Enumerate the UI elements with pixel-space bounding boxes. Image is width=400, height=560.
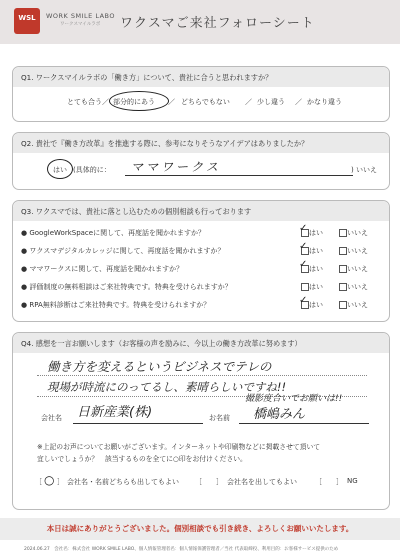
q3-item-2-check-mark: ✓ [299, 241, 308, 252]
consent-text-1: ※上記のお声についてお願いがございます。インターネットや印刷物などに掲載させて頂いて [37, 443, 321, 451]
q4-question: Q4. 感想を一言お願いします（お客様の声を励みに、今以上の働き方改革に努めます） [21, 339, 302, 348]
q2-handwritten-answer: ママワークス [131, 160, 221, 174]
name-label: お名前 [209, 414, 230, 422]
q3-question: Q3. ワクスマでは、貴社に落とし込むための個別相談も行っております [21, 207, 252, 216]
footer-fine-print: 2024.06.27 会社名：株式会社 WORK SMILE LABO、個人情報管理者名：個人情報保護管理者／当社 代表取締役、利用目的：お客様サービス提供のため [24, 547, 339, 552]
q1-option-1[interactable]: とても合う [67, 98, 102, 106]
page-title: ワクスマご来社フォローシート [120, 16, 315, 31]
q3-item-5-no: いいえ [347, 301, 368, 309]
q3-item-5-yes: はい [309, 301, 323, 309]
q3-item-1: ● GoogleWorkSpaceに関して、再度話を聞かれますか？ [21, 229, 205, 237]
name-handwritten: 橋嶋みん [253, 407, 306, 422]
logo-sub: ワークスマイルラボ [60, 22, 101, 27]
q3-item-3-no-checkbox[interactable] [339, 265, 347, 273]
q2-question: Q2. 貴社で『働き方改革』を推進する際に、参考になりそうなアイデアはありましたか？ [21, 139, 309, 148]
q3-item-5: ● RPA無料診断はご来社特典です。特典を受けられますか？ [21, 301, 211, 309]
name-line [239, 423, 369, 424]
q3-item-4-no: いいえ [347, 283, 368, 291]
q2-answer-line [125, 175, 353, 176]
q2-yes[interactable]: はい [53, 166, 67, 174]
q3-item-2: ● ワクスマデジタルカレッジに関して、再度話を聞かれますか？ [21, 247, 225, 255]
q3-item-4-yes-checkbox[interactable] [301, 283, 309, 291]
consent-option-1[interactable]: 会社名・名前どちらも出してもよい [67, 478, 179, 486]
consent-text-2: 宜しいでしょうか？ 該当するものを全てに○印をお付けください。 [37, 455, 247, 463]
q1-option-3[interactable]: どちらでもない [181, 98, 230, 106]
logo-text: WORK SMILE LABO [46, 12, 116, 20]
consent-option-3[interactable]: NG [347, 477, 358, 485]
q4-line-1 [37, 375, 367, 376]
company-handwritten: 日新産業(株) [77, 405, 153, 420]
name-handwritten-note: 撮影度合いでお願いは!! [245, 394, 343, 404]
q1-option-5[interactable]: かなり違う [307, 98, 342, 106]
q4-section: Q4. 感想を一言お願いします（お客様の声を励みに、今以上の働き方改革に努めます） 働き方を変えるというビジネスでテレの 現場が時流にのってるし、素晴らしいですね!! 会社名 日新産業(株) 撮影度合いでお願いは!! お名前 橋嶋みん ※上記のお声についてお願いがございます。インターネットや印刷物などに掲載させて頂いて 宜しいでしょうか？ 該当するものを全てに○印をお付けください。 ［ ○ ］ 会社名・名前どちらも出してもよい ［ ］ 会社名を出してもよい ［ ］ NG [12, 332, 390, 510]
q2-yes-circle [47, 159, 73, 179]
logo-mark: WSL [18, 14, 36, 22]
consent-option-1-mark: ○ [44, 473, 55, 487]
q4-handwritten-line-2: 現場が時流にのってるし、素晴らしいですね!! [47, 380, 287, 394]
q1-option-4[interactable]: 少し違う [257, 98, 285, 106]
q3-item-3-yes: はい [309, 265, 323, 273]
consent-option-2[interactable]: 会社名を出してもよい [227, 478, 297, 486]
q3-item-4-no-checkbox[interactable] [339, 283, 347, 291]
q3-item-3: ● ママワークスに関して、再度話を聞かれますか？ [21, 265, 184, 273]
company-logo [14, 8, 40, 34]
q3-item-1-no: いいえ [347, 229, 368, 237]
q3-item-4-yes: はい [309, 283, 323, 291]
q3-item-1-yes: はい [309, 229, 323, 237]
q3-item-5-no-checkbox[interactable] [339, 301, 347, 309]
footer-thanks: 本日は誠にありがとうございました。個別相談でも引き続き、よろしくお願いいたします。 [46, 524, 354, 533]
q3-item-2-yes: はい [309, 247, 323, 255]
q3-item-3-check-mark: ✓ [299, 259, 308, 270]
q2-no[interactable]: ) いいえ [351, 166, 377, 174]
q1-selected-circle [109, 91, 169, 111]
q1-question: Q1. ワークスマイルラボの「働き方」について、貴社に合うと思われますか？ [21, 73, 273, 82]
q3-section [12, 200, 390, 322]
q1-section: Q1. ワークスマイルラボの「働き方」について、貴社に合うと思われますか？ とても合う ／ 部分的にあう ／ どちらでもない ／ 少し違う ／ かなり違う [12, 66, 390, 122]
q3-item-4: ● 評価制度の無料相談はご来社特典です。特典を受けられますか？ [21, 283, 232, 291]
q1-option-2[interactable]: 部分的にあう [113, 98, 155, 106]
q3-item-2-no-checkbox[interactable] [339, 247, 347, 255]
company-line [73, 423, 203, 424]
q3-item-1-no-checkbox[interactable] [339, 229, 347, 237]
q2-specific-label: (具体的に： [73, 166, 111, 174]
consent-option-1-bracket: ［ [35, 478, 42, 486]
q3-item-5-check-mark: ✓ [299, 295, 308, 306]
q2-section [12, 132, 390, 190]
q3-item-1-check-mark: ✓ [299, 223, 308, 234]
q4-handwritten-line-1: 働き方を変えるというビジネスでテレの [47, 359, 272, 374]
company-label: 会社名 [41, 414, 62, 422]
q3-item-2-no: いいえ [347, 247, 368, 255]
q3-item-3-no: いいえ [347, 265, 368, 273]
